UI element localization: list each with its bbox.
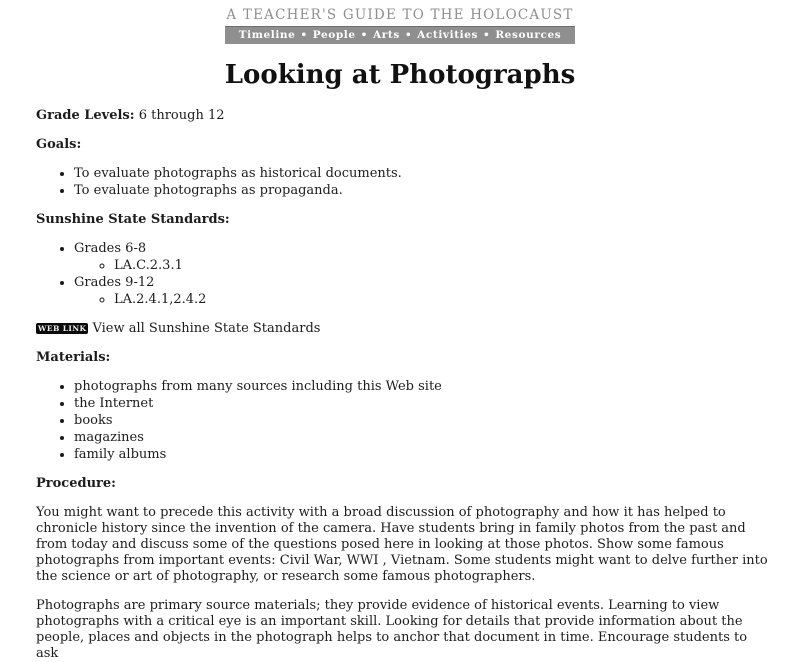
nav-item-resources[interactable]: Resources bbox=[495, 29, 562, 41]
list-item: • photographs from many sources including this Web site bbox=[74, 379, 770, 395]
list-item: • To evaluate photographs as propaganda. bbox=[74, 183, 770, 199]
nav-separator: • bbox=[404, 29, 413, 41]
grade-levels-label: Grade Levels: bbox=[36, 108, 135, 123]
list-item: • family albums bbox=[74, 447, 770, 463]
standards-heading: Sunshine State Standards: bbox=[36, 212, 230, 227]
procedure-heading: Procedure: bbox=[36, 476, 116, 491]
lesson-content bbox=[36, 108, 770, 662]
view-all-standards-link[interactable]: View all Sunshine State Standards bbox=[92, 321, 321, 336]
list-item: • To evaluate photographs as historical documents. bbox=[74, 166, 770, 182]
grade-levels-line bbox=[36, 108, 770, 124]
nav-item-arts[interactable]: Arts bbox=[372, 29, 400, 41]
standards-grade-label: Grades 9-12 bbox=[74, 275, 155, 290]
goals-heading: Goals: bbox=[36, 137, 82, 152]
nav-item-activities[interactable]: Activities bbox=[417, 29, 479, 41]
nav-item-people[interactable]: People bbox=[312, 29, 356, 41]
materials-list bbox=[36, 379, 770, 463]
site-header bbox=[0, 0, 800, 44]
nav-item-timeline[interactable]: Timeline bbox=[238, 29, 296, 41]
materials-heading: Materials: bbox=[36, 350, 111, 365]
standards-codes-list bbox=[74, 258, 770, 274]
weblink-line bbox=[36, 321, 770, 337]
site-title: A TEACHER'S GUIDE TO THE HOLOCAUST bbox=[226, 7, 574, 23]
standards-grade-item bbox=[74, 275, 770, 308]
nav-separator: • bbox=[360, 29, 368, 41]
nav-separator: • bbox=[300, 29, 308, 41]
list-item: • magazines bbox=[74, 430, 770, 446]
standards-grade-item bbox=[74, 241, 770, 274]
standards-code: ◦ LA.2.4.1,2.4.2 bbox=[114, 292, 770, 308]
web-link-badge-icon: WEB LINK bbox=[38, 324, 87, 333]
goals-list bbox=[36, 166, 770, 199]
list-item: • books bbox=[74, 413, 770, 429]
nav-separator: • bbox=[483, 29, 491, 41]
main-nav bbox=[225, 26, 575, 44]
procedure-paragraph: Photographs are primary source materials; they provide evidence of historical events. Learning to view photographs with a critical eye is an important skill. Looking for details that provide information about the people, places and objects in the photograph helps to anchor that document in time. Encourage students to ask bbox=[36, 598, 748, 661]
standards-list bbox=[36, 241, 770, 308]
page-title: Looking at Photographs bbox=[224, 60, 576, 90]
procedure-paragraph: You might want to precede this activity with a broad discussion of photography and how it has helped to chronicle history since the invention of the camera. Have students bring in family photos from the past and from today and discuss some of the questions posed here in looking at those photos. Show some famous photographs from important events: Civil War, WWI , Vietnam. Some students might want to delve further into the science or art of photography, or research some famous photographers. bbox=[36, 505, 768, 584]
list-item: • the Internet bbox=[74, 396, 770, 412]
standards-code: ◦ LA.C.2.3.1 bbox=[114, 258, 770, 274]
standards-codes-list bbox=[74, 292, 770, 308]
standards-grade-label: Grades 6-8 bbox=[74, 241, 147, 256]
grade-levels-value: 6 through 12 bbox=[138, 108, 225, 123]
